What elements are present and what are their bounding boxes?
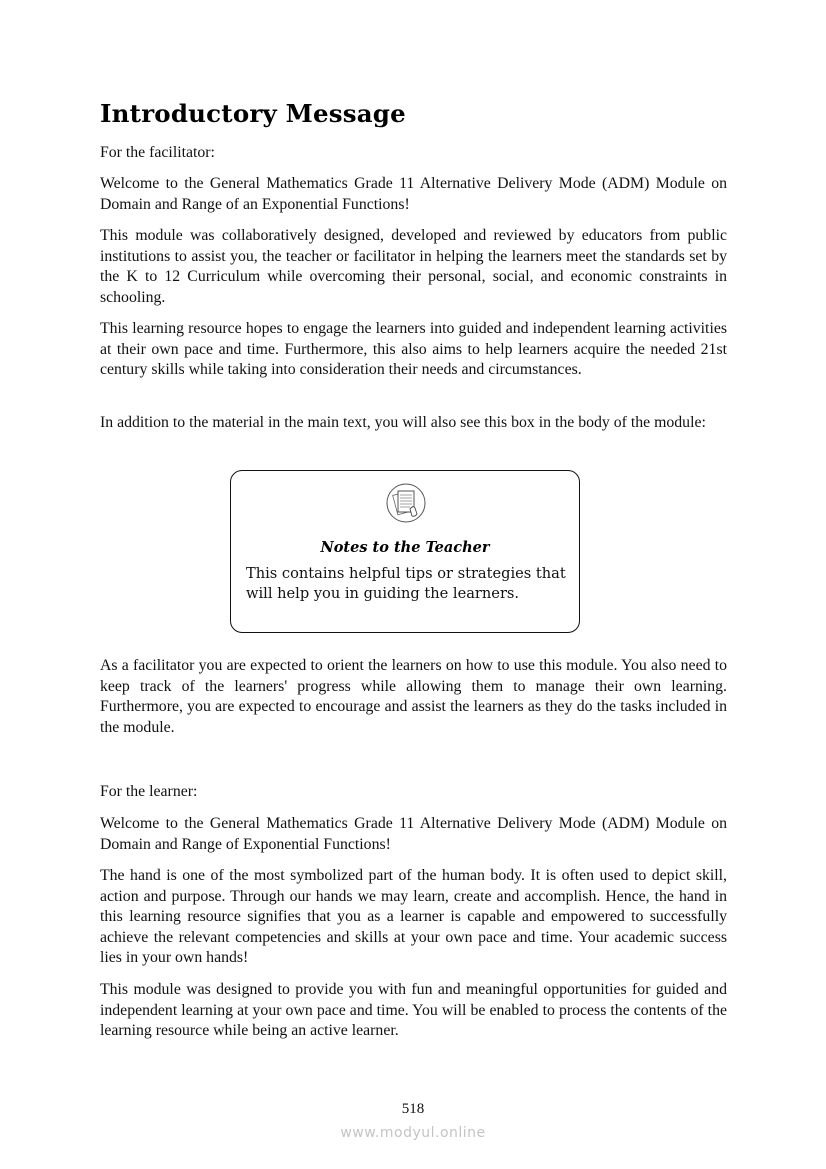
facilitator-paragraph: Welcome to the General Mathematics Grade 11 Alternative Delivery Mode (ADM) Module on Domain and Range of an Exponential Functions! (100, 175, 727, 213)
learner-paragraph: The hand is one of the most symbolized part of the human body. It is often used to depict skill, action and purpose. Through our hands we may learn, create and accomplish. Hence, the hand in this learning resource signifies that you as a learner is capable and empowered to successfully achieve the relevant competencies and skills at your own pace and time. Your academic success lies in your own hands! (100, 867, 727, 967)
learner-heading: For the learner: (100, 783, 198, 800)
note-box-body: This contains helpful tips or strategies that will help you in guiding the learners. (246, 565, 566, 602)
learner-paragraph: This module was designed to provide you with fun and meaningful opportunities for guided and independent learning at your own pace and time. You will be enabled to process the contents of the learning resource while being an active learner. (100, 981, 727, 1040)
learner-paragraph: Welcome to the General Mathematics Grade 11 Alternative Delivery Mode (ADM) Module on Domain and Range of Exponential Functions! (100, 815, 727, 853)
notes-clipboard-hand-icon (386, 483, 426, 523)
facilitator-closing: As a facilitator you are expected to orient the learners on how to use this module. You also need to keep track of the learners' progress while allowing them to manage their own learning. Furthermore, you are expected to encourage and assist the learners as they do the tasks included in the module. (100, 657, 727, 736)
watermark: www.modyul.online (340, 1125, 486, 1141)
facilitator-heading: For the facilitator: (100, 144, 215, 161)
page-number: 518 (401, 1101, 425, 1117)
facilitator-paragraph: In addition to the material in the main text, you will also see this box in the body of the module: (100, 414, 706, 431)
facilitator-paragraph: This module was collaboratively designed, developed and reviewed by educators from public institutions to assist you, the teacher or facilitator in helping the learners meet the standards set by the K to 12 Curriculum while overcoming their personal, social, and economic constraints in schooling. (100, 227, 727, 306)
facilitator-paragraph: This learning resource hopes to engage the learners into guided and independent learning activities at their own pace and time. Furthermore, this also aims to help learners acquire the needed 21st century skills while taking into consideration their needs and circumstances. (100, 320, 727, 379)
page-title: Introductory Message (100, 99, 406, 128)
note-box-title: Notes to the Teacher (320, 539, 490, 556)
notes-to-teacher-box (230, 470, 580, 633)
